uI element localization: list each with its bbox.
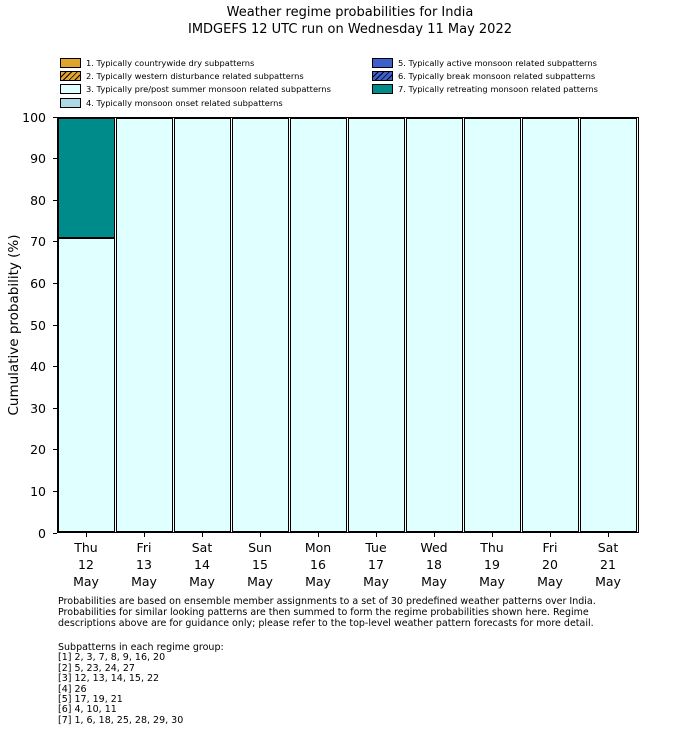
x-label-1	[57, 539, 115, 590]
x-label-6-day: Tue	[365, 540, 387, 555]
legend-item-3	[60, 83, 331, 96]
title-block	[0, 4, 700, 38]
x-tick-mark-10	[608, 533, 609, 537]
legend-label-3: 3. Typically pre/post summer monsoon related subpatterns	[86, 84, 331, 95]
plot-area	[57, 117, 639, 533]
x-tick-mark-2	[144, 533, 145, 537]
y-tick-label-70: 70	[30, 234, 46, 250]
x-label-2-month: May	[131, 574, 157, 589]
bar-segment-regime-3-col-4	[232, 118, 289, 532]
x-label-7-month: May	[421, 574, 447, 589]
subpattern-group-2: [2] 5, 23, 24, 27	[58, 662, 135, 674]
legend-label-5: 5. Typically active monsoon related subpatterns	[398, 57, 597, 68]
x-label-9	[521, 539, 579, 590]
x-label-7-day: Wed	[420, 540, 448, 555]
footnote-text	[58, 597, 596, 629]
legend-swatch-4	[60, 98, 81, 108]
x-label-2-day: Fri	[136, 540, 152, 555]
x-label-4-day: Sun	[248, 540, 272, 555]
bar-segment-regime-3-col-9	[522, 118, 579, 532]
legend-item-4	[60, 96, 331, 109]
x-label-8-day: Thu	[480, 540, 504, 555]
x-label-1-date: 12	[78, 557, 94, 572]
legend-item-5	[372, 56, 598, 69]
y-tick-label-0: 0	[38, 525, 46, 541]
x-label-9-month: May	[537, 574, 563, 589]
x-label-9-day: Fri	[542, 540, 558, 555]
x-tick-mark-8	[492, 533, 493, 537]
legend-item-2	[60, 69, 331, 82]
bar-segment-regime-3-col-3	[174, 118, 231, 532]
chart-title: Weather regime probabilities for India	[226, 5, 474, 20]
bar-segment-regime-3-col-5	[290, 118, 347, 532]
subpattern-group-5: [5] 17, 19, 21	[58, 694, 123, 706]
subpatterns-heading: Subpatterns in each regime group:	[58, 642, 224, 653]
subpattern-group-7: [7] 1, 6, 18, 25, 28, 29, 30	[58, 714, 184, 726]
chart-subtitle: IMDGEFS 12 UTC run on Wednesday 11 May 2022	[187, 22, 512, 37]
y-tick-label-10: 10	[30, 483, 46, 499]
legend-swatch-3	[60, 84, 81, 94]
y-tick-label-80: 80	[30, 192, 46, 208]
x-label-1-month: May	[73, 574, 99, 589]
bar-segment-regime-3-col-10	[580, 118, 637, 532]
x-tick-mark-4	[260, 533, 261, 537]
bar-segment-regime-3-col-6	[348, 118, 405, 532]
footnote-line-1: Probabilities are based on ensemble member assignments to a set of 30 predefined weather patterns over India.	[58, 596, 596, 607]
x-label-4	[231, 539, 289, 590]
x-label-8-month: May	[479, 574, 505, 589]
x-label-3-date: 14	[194, 557, 210, 572]
x-tick-mark-3	[202, 533, 203, 537]
footnote-line-2: Probabilities for similar looking patterns are then summed to form the regime probabilities shown here. Regime	[58, 606, 589, 618]
legend-label-6: 6. Typically break monsoon related subpatterns	[398, 71, 596, 82]
x-label-5	[289, 539, 347, 590]
y-tick-label-60: 60	[30, 275, 46, 291]
x-label-10	[579, 539, 637, 590]
footnote-line-3: descriptions above are for guidance only; please refer to the top-level weather pattern forecasts for more detail.	[58, 617, 594, 629]
y-tick-label-50: 50	[30, 317, 46, 333]
x-label-4-date: 15	[252, 557, 268, 572]
x-label-3-month: May	[189, 574, 215, 589]
y-tick-label-20: 20	[30, 442, 46, 458]
y-tick-label-30: 30	[30, 400, 46, 416]
legend-swatch-6	[372, 71, 393, 81]
legend-label-7: 7. Typically retreating monsoon related patterns	[398, 84, 598, 95]
x-label-7-date: 18	[426, 557, 442, 572]
x-label-10-date: 21	[600, 557, 616, 572]
legend-column-right	[372, 56, 598, 96]
bar-segment-regime-3-col-8	[464, 118, 521, 532]
x-label-6-month: May	[363, 574, 389, 589]
y-axis-label: Cumulative probability (%)	[6, 234, 22, 416]
bar-segment-regime-7-col-1	[58, 118, 115, 238]
x-label-8-date: 19	[484, 557, 500, 572]
y-axis	[0, 109, 57, 541]
subpattern-group-4: [4] 26	[58, 683, 87, 695]
x-label-2	[115, 539, 173, 590]
x-label-5-month: May	[305, 574, 331, 589]
x-label-10-day: Sat	[597, 540, 619, 555]
x-tick-mark-5	[318, 533, 319, 537]
x-label-1-day: Thu	[74, 540, 98, 555]
legend-label-4: 4. Typically monsoon onset related subpatterns	[86, 97, 283, 108]
x-label-2-date: 13	[136, 557, 152, 572]
legend-item-7	[372, 83, 598, 96]
x-label-5-date: 16	[310, 557, 326, 572]
x-axis-ticks	[57, 533, 639, 537]
subpattern-group-1: [1] 2, 3, 7, 8, 9, 16, 20	[58, 652, 166, 664]
y-tick-label-90: 90	[30, 151, 46, 167]
legend-item-1	[60, 56, 331, 69]
x-label-10-month: May	[595, 574, 621, 589]
bar-segment-regime-3-col-7	[406, 118, 463, 532]
x-tick-mark-7	[434, 533, 435, 537]
legend-swatch-7	[372, 84, 393, 94]
x-tick-mark-1	[86, 533, 87, 537]
legend-swatch-2	[60, 71, 81, 81]
x-label-5-day: Mon	[304, 540, 332, 555]
legend-item-6	[372, 69, 598, 82]
subpattern-group-6: [6] 4, 10, 11	[58, 704, 117, 716]
x-tick-mark-9	[550, 533, 551, 537]
bar-segment-regime-3-col-2	[116, 118, 173, 532]
y-tick-label-40: 40	[30, 359, 46, 375]
legend-swatch-1	[60, 58, 81, 68]
subpattern-group-3: [3] 12, 13, 14, 15, 22	[58, 673, 160, 685]
legend-label-2: 2. Typically western disturbance related subpatterns	[86, 71, 304, 82]
x-label-8	[463, 539, 521, 590]
legend-swatch-5	[372, 58, 393, 68]
x-label-9-date: 20	[542, 557, 558, 572]
x-label-4-month: May	[247, 574, 273, 589]
x-label-7	[405, 539, 463, 590]
legend-column-left	[60, 56, 331, 110]
x-axis-labels	[57, 539, 639, 595]
x-label-3-day: Sat	[191, 540, 213, 555]
x-tick-mark-6	[376, 533, 377, 537]
legend-label-1: 1. Typically countrywide dry subpatterns	[86, 57, 255, 68]
bar-segment-regime-3-col-1	[58, 238, 115, 532]
x-label-6-date: 17	[368, 557, 384, 572]
x-label-6	[347, 539, 405, 590]
x-label-3	[173, 539, 231, 590]
subpatterns-list	[58, 643, 224, 726]
y-tick-label-100: 100	[22, 109, 46, 125]
